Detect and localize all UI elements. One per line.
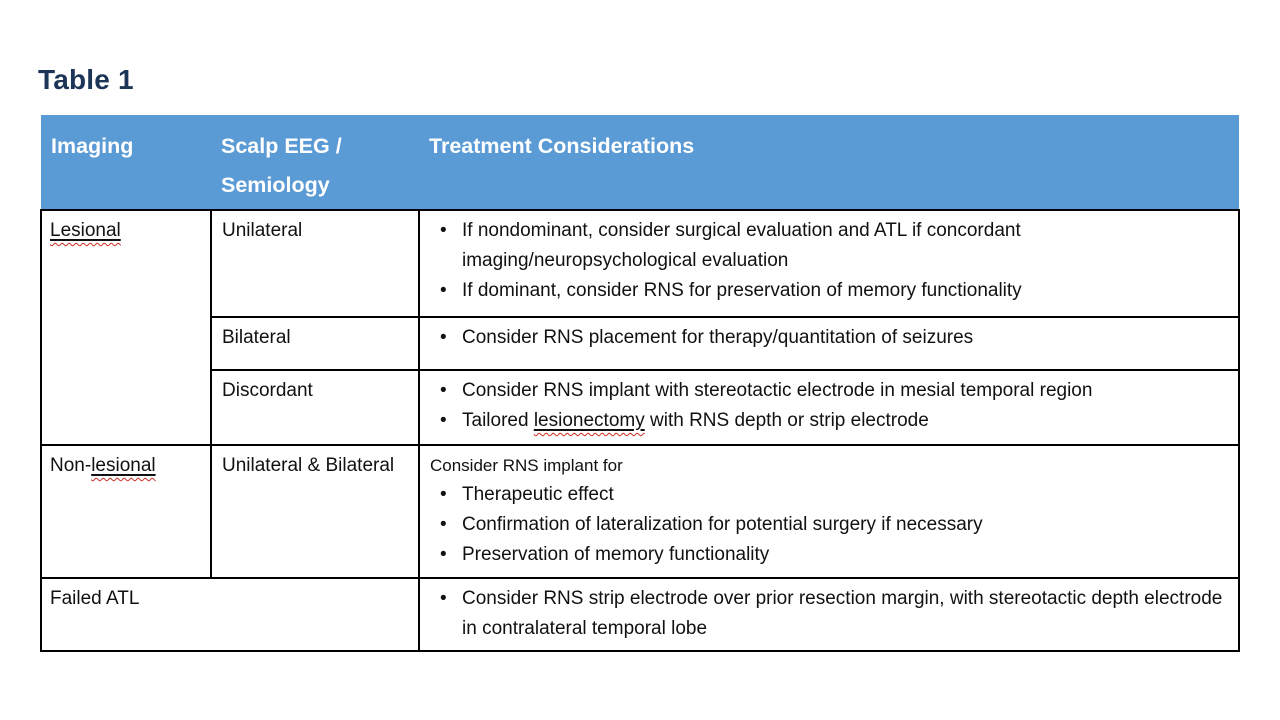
cell-imaging-lesional <box>41 210 211 445</box>
bullet-item: • Therapeutic effect <box>430 480 1226 510</box>
cell-treatment-discordant <box>419 370 1239 445</box>
bullet-item: • Consider RNS placement for therapy/quantitation of seizures <box>430 323 1226 353</box>
bullet-list <box>430 376 1226 436</box>
treatment-table <box>40 115 1240 652</box>
bullet-list <box>430 216 1226 306</box>
table-row <box>41 370 1239 445</box>
cell-treatment-unilateral <box>419 210 1239 317</box>
bullet-item: • Consider RNS implant with stereotactic electrode in mesial temporal region <box>430 376 1226 406</box>
cell-imaging-failed-atl: Failed ATL <box>41 578 419 651</box>
bullet-list <box>430 480 1226 570</box>
cell-eeg-unilateral: Unilateral <box>211 210 419 317</box>
cell-treatment-bilateral <box>419 317 1239 370</box>
header-treatment-considerations: Treatment Considerations <box>419 115 1239 210</box>
bullet-list <box>430 584 1226 644</box>
bullet-item: • Confirmation of lateralization for potential surgery if necessary <box>430 510 1226 540</box>
bullet-item: • Tailored lesionectomy with RNS depth or strip electrode <box>430 406 1226 436</box>
bullet-item: • Consider RNS strip electrode over prior resection margin, with stereotactic depth electrode in contralateral temporal lobe <box>430 584 1226 644</box>
table-row <box>41 578 1239 651</box>
table-row <box>41 210 1239 317</box>
cell-eeg-discordant: Discordant <box>211 370 419 445</box>
table-row <box>41 445 1239 578</box>
bullet-list <box>430 323 1226 353</box>
spellcheck-marked-word: Lesional <box>50 220 121 241</box>
page-title: Table 1 <box>38 64 134 95</box>
cell-treatment-failed-atl <box>419 578 1239 651</box>
spellcheck-marked-word: lesionectomy <box>533 410 645 431</box>
bullet-item: • Preservation of memory functionality <box>430 540 1226 570</box>
header-row <box>41 115 1239 210</box>
bullet-item: • If dominant, consider RNS for preservation of memory functionality <box>430 276 1226 306</box>
cell-eeg-bilateral: Bilateral <box>211 317 419 370</box>
cell-imaging-nonlesional: Non-lesional <box>41 445 211 578</box>
header-imaging: Imaging <box>41 115 211 210</box>
spellcheck-marked-word: lesional <box>91 455 156 476</box>
cell-eeg-unilateral-bilateral: Unilateral & Bilateral <box>211 445 419 578</box>
treatment-intro-text: Consider RNS implant for <box>430 456 623 475</box>
table-row <box>41 317 1239 370</box>
bullet-item: • If nondominant, consider surgical evaluation and ATL if concordant imaging/neuropsychological evaluation <box>430 216 1226 276</box>
cell-treatment-nonlesional <box>419 445 1239 578</box>
header-scalp-eeg-semiology: Scalp EEG / Semiology <box>211 115 419 210</box>
